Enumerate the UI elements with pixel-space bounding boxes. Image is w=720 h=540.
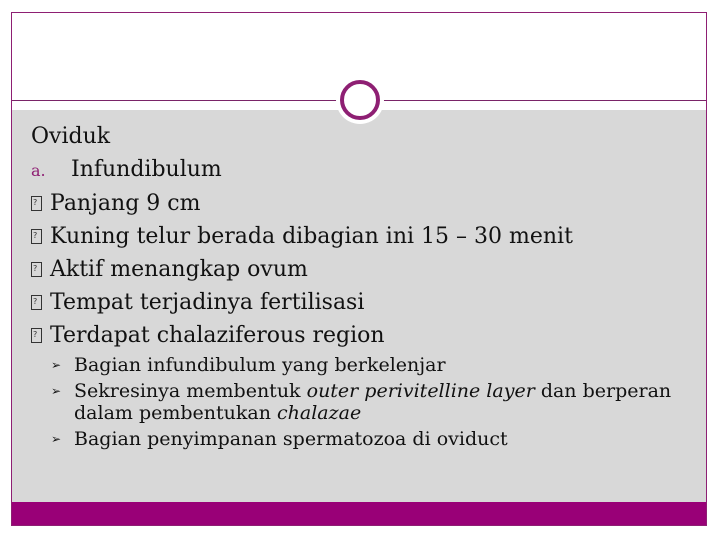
section-marker: a. xyxy=(31,161,46,180)
unknown-glyph-icon: ? xyxy=(31,328,42,343)
unknown-glyph-icon: ? xyxy=(31,262,42,277)
ornament-circle-icon xyxy=(340,80,380,120)
section-heading xyxy=(31,153,701,187)
arrow-bullet-icon: ➢ xyxy=(51,358,62,372)
sub-bullet-continuation: dalam pembentukan chalazae xyxy=(74,402,362,424)
unknown-glyph-icon: ? xyxy=(31,229,42,244)
slide-body xyxy=(31,120,701,452)
arrow-bullet-icon: ➢ xyxy=(51,432,62,446)
bullet-item: ? Aktif menangkap ovum xyxy=(33,257,308,282)
bullet-item: ? Kuning telur berada dibagian ini 15 – 30 menit xyxy=(33,224,573,249)
slide-title: Oviduk xyxy=(31,124,111,149)
sub-bullet-item: ➢ Bagian penyimpanan spermatozoa di oviduct xyxy=(51,428,508,450)
bullet-item: ? Tempat terjadinya fertilisasi xyxy=(33,290,365,315)
divider-right xyxy=(383,100,706,101)
unknown-glyph-icon: ? xyxy=(31,295,42,310)
unknown-glyph-icon: ? xyxy=(31,196,42,211)
bullet-item: ? Terdapat chalaziferous region xyxy=(33,323,385,348)
sub-bullet-item: ➢ Sekresinya membentuk outer perivitelline layer dan berperan xyxy=(51,380,672,402)
divider-left xyxy=(12,100,337,101)
arrow-bullet-icon: ➢ xyxy=(51,384,62,398)
footer-bar xyxy=(12,502,706,525)
sub-bullet-item: ➢ Bagian infundibulum yang berkelenjar xyxy=(51,354,446,376)
section-label: Infundibulum xyxy=(71,157,222,182)
bullet-item: ? Panjang 9 cm xyxy=(33,191,201,216)
